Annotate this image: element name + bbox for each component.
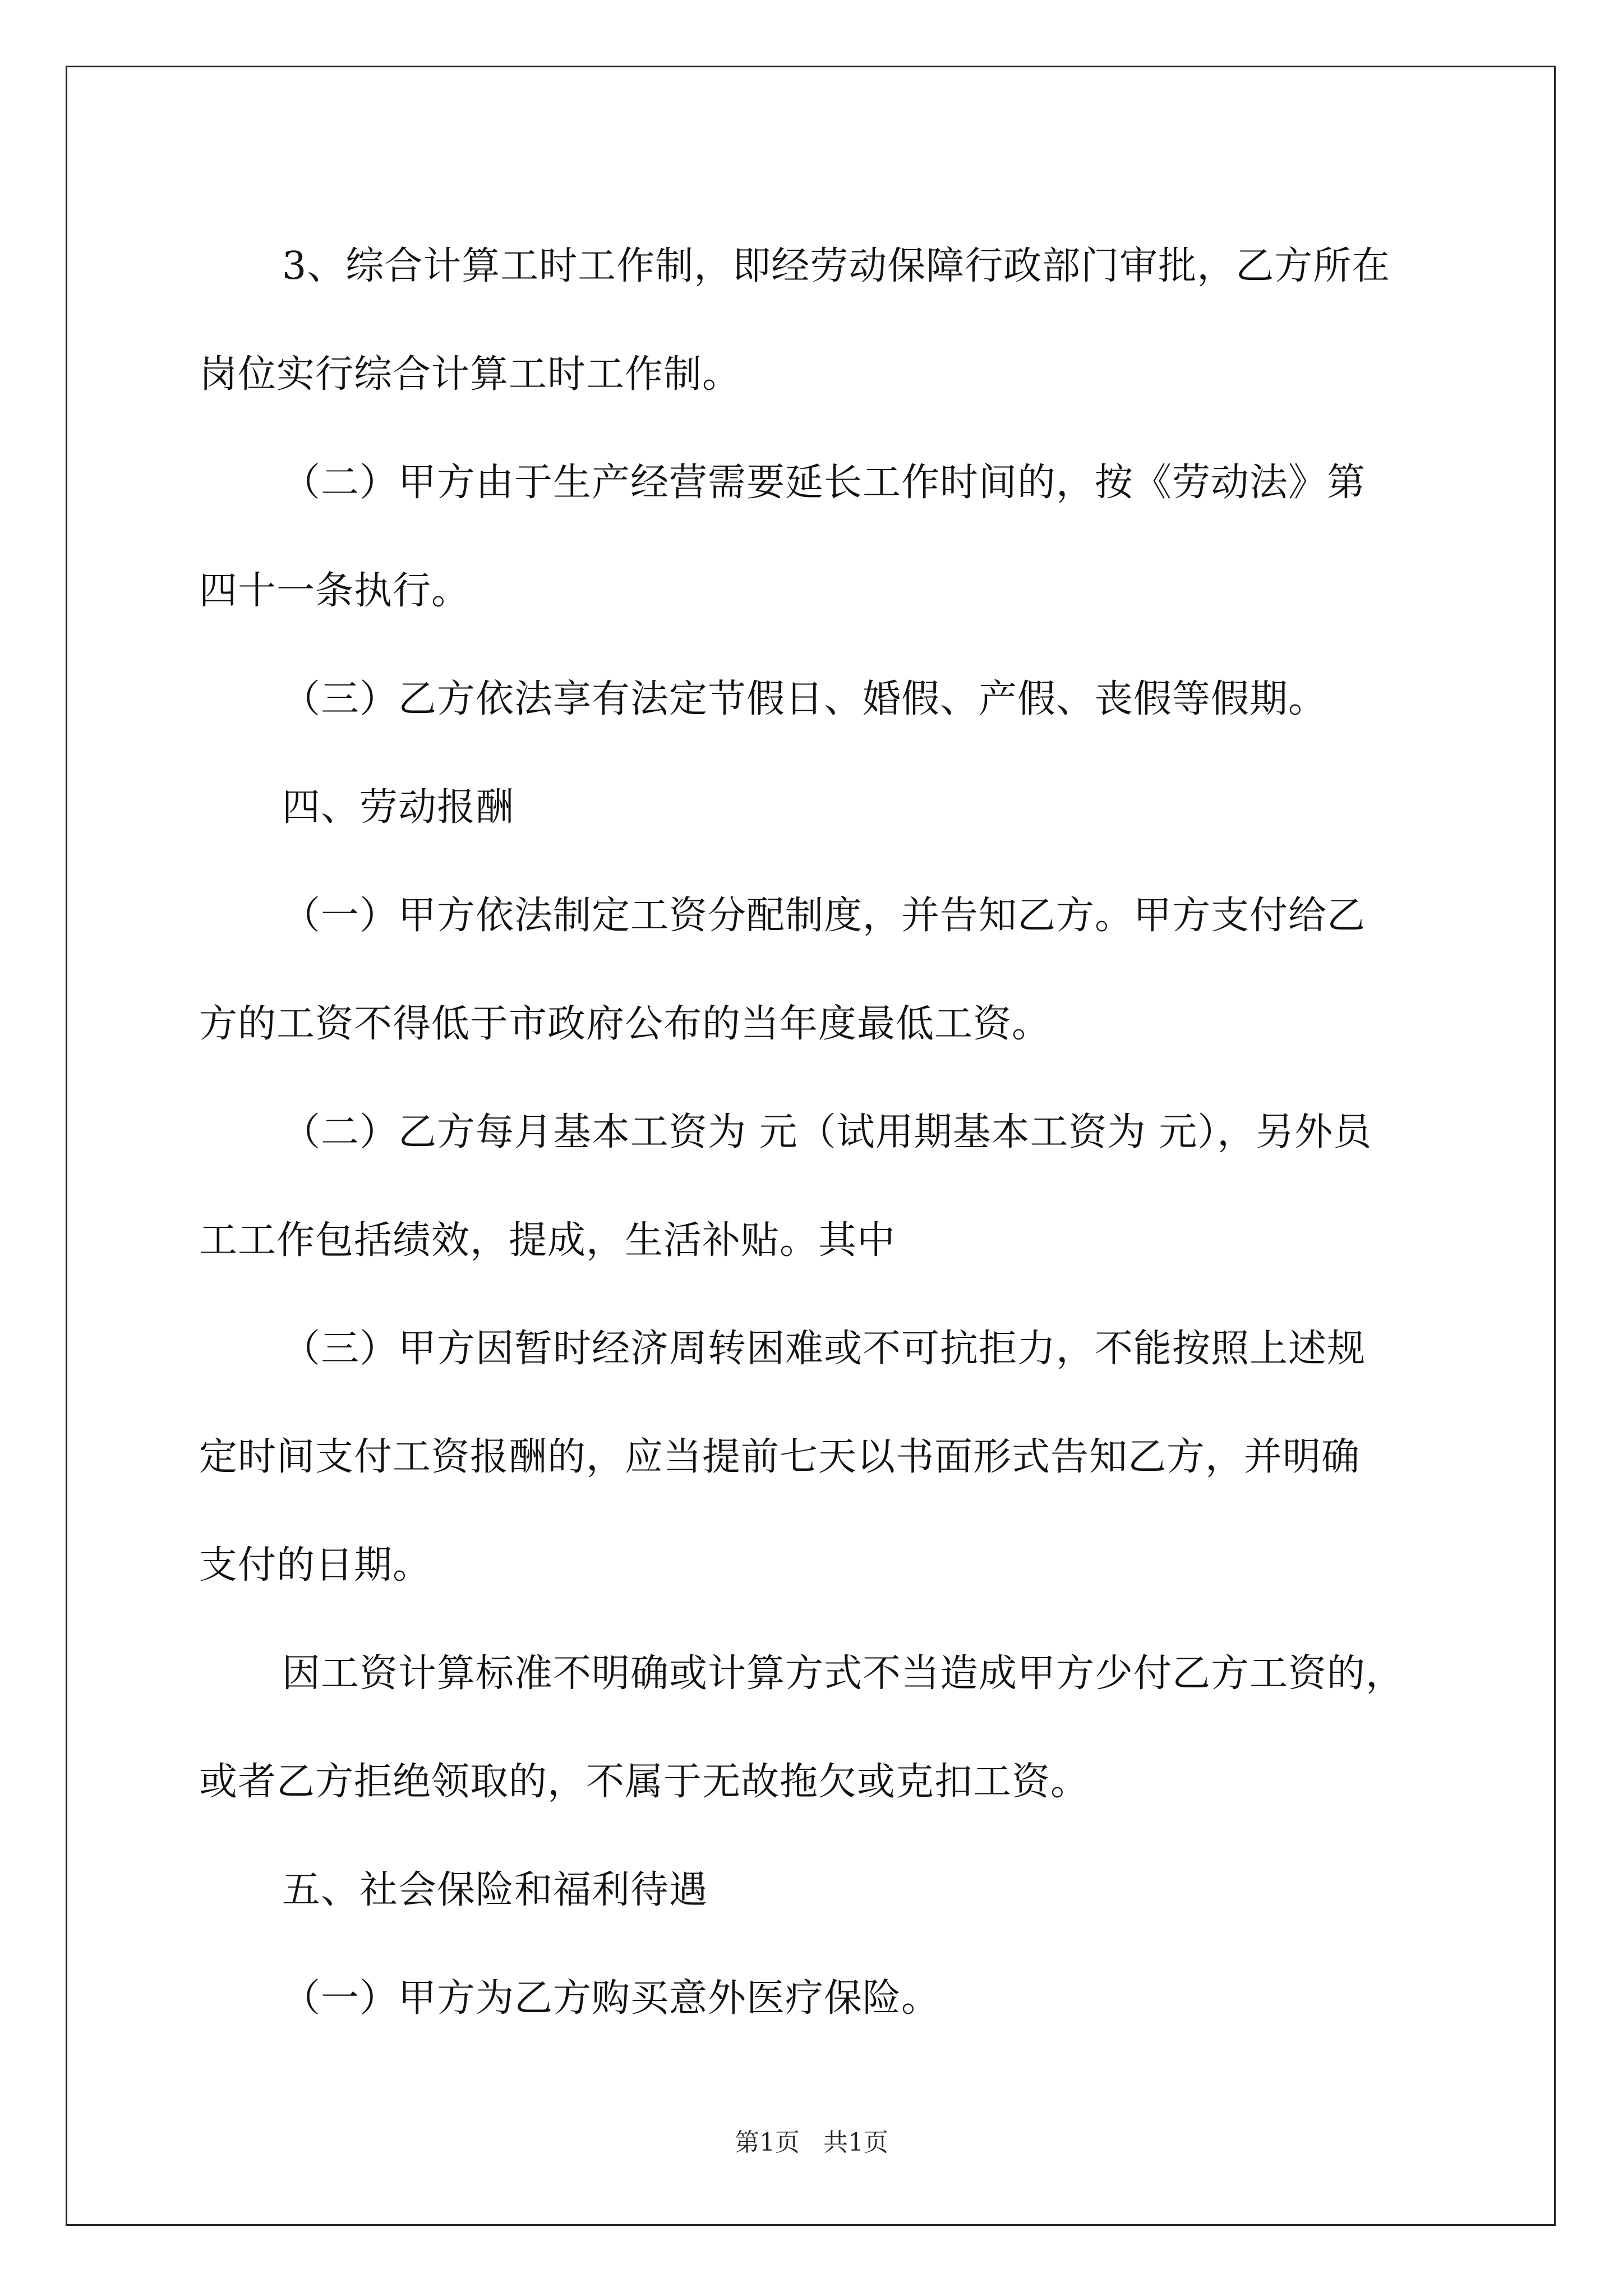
- paragraph-line: （一）甲方依法制定工资分配制度，并告知乙方。甲方支付给乙: [282, 894, 1366, 938]
- paragraph-line: 方的工资不得低于市政府公布的当年度最低工资。: [199, 1002, 1051, 1046]
- paragraph-line: （三）甲方因暂时经济周转困难或不可抗拒力，不能按照上述规: [282, 1327, 1366, 1371]
- paragraph-line: 或者乙方拒绝领取的，不属于无故拖欠或克扣工资。: [199, 1760, 1090, 1804]
- paragraph-line: （三）乙方依法享有法定节假日、婚假、产假、丧假等假期。: [282, 677, 1327, 721]
- section-heading: 四、劳动报酬: [282, 785, 515, 830]
- paragraph-line: 定时间支付工资报酬的，应当提前七天以书面形式告知乙方，并明确: [199, 1435, 1361, 1479]
- paragraph-line: 支付的日期。: [199, 1543, 432, 1588]
- section-heading: 五、社会保险和福利待遇: [282, 1868, 708, 1912]
- paragraph-line: 四十一条执行。: [199, 569, 471, 613]
- paragraph-line: 工工作包括绩效，提成，生活补贴。其中: [199, 1218, 896, 1263]
- page-number-footer: 第1页 共1页: [735, 2128, 888, 2157]
- paragraph-line: 因工资计算标准不明确或计算方式不当造成甲方少付乙方工资的，: [282, 1651, 1405, 1696]
- paragraph-line: （一）甲方为乙方购买意外医疗保险。: [282, 1976, 940, 2021]
- document-body: [199, 212, 1422, 2053]
- paragraph-line: 岗位实行综合计算工时工作制。: [199, 352, 741, 397]
- paragraph-line: 3、综合计算工时工作制，即经劳动保障行政部门审批，乙方所在: [282, 244, 1391, 288]
- paragraph-line: （二）甲方由于生产经营需要延长工作时间的，按《劳动法》第: [282, 461, 1366, 505]
- paragraph-line: （二）乙方每月基本工资为 元（试用期基本工资为 元），另外员: [282, 1110, 1372, 1154]
